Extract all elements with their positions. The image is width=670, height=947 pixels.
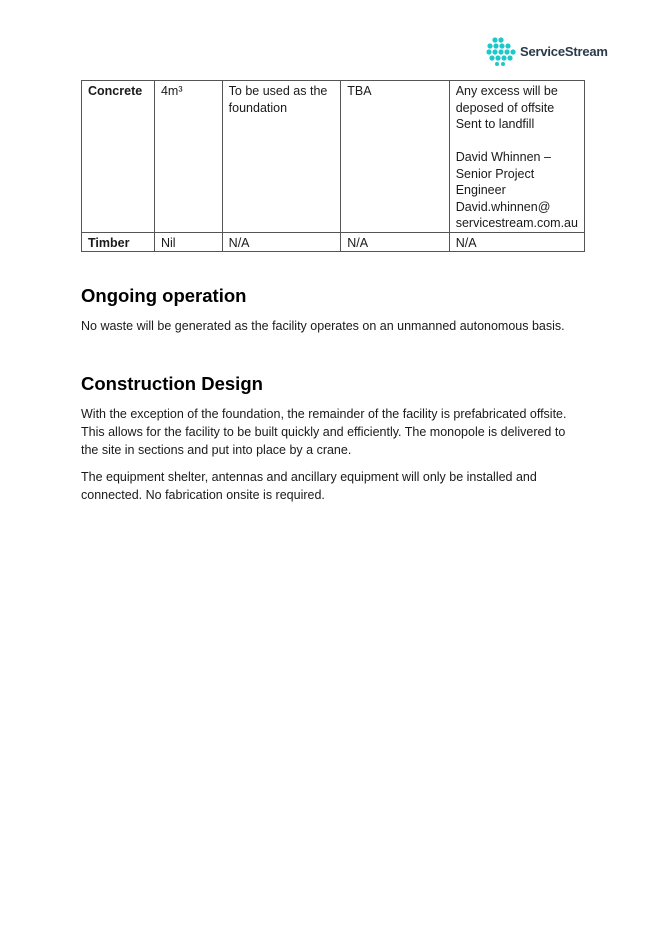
notes-line: Senior Project bbox=[455, 166, 535, 181]
servicestream-logo bbox=[486, 36, 608, 66]
quantity-value: 4m³ bbox=[160, 84, 183, 98]
destination-cell: N/A bbox=[341, 232, 449, 252]
notes-gap bbox=[456, 133, 578, 150]
notes-line: David Whinnen – bbox=[455, 150, 551, 164]
notes-line: Any excess will be bbox=[455, 84, 558, 98]
use-cell: To be used as the foundation bbox=[222, 81, 341, 233]
notes-line: Sent to landfill bbox=[455, 117, 535, 131]
quantity-cell: Nil bbox=[154, 232, 222, 252]
table-row bbox=[82, 232, 585, 252]
material-cell: Concrete bbox=[82, 81, 155, 233]
notes-line: servicestream.com.au bbox=[455, 216, 578, 230]
table-row bbox=[82, 81, 585, 233]
notes-cell bbox=[449, 81, 584, 233]
section-heading-ongoing-operation: Ongoing operation bbox=[81, 285, 247, 306]
construction-design-paragraph-1: With the exception of the foundation, the remainder of the facility is prefabricated offsite. This allows for the facility to be built quickly and efficiently. The monopole is delivered to the site in sections and put into place by a crane. bbox=[81, 407, 567, 457]
notes-line: deposed of offsite bbox=[455, 100, 555, 115]
material-cell: Timber bbox=[82, 232, 155, 252]
notes-line: Engineer bbox=[455, 183, 506, 197]
waste-table bbox=[81, 80, 585, 252]
notes-line: David.whinnen@ bbox=[455, 199, 551, 214]
section-heading-construction-design: Construction Design bbox=[81, 373, 263, 394]
servicestream-logo-icon bbox=[486, 36, 516, 66]
construction-design-paragraph-2: The equipment shelter, antennas and ancillary equipment will only be installed and connected. No fabrication onsite is required. bbox=[81, 470, 537, 502]
quantity-cell bbox=[154, 81, 222, 233]
use-cell: N/A bbox=[222, 232, 341, 252]
ongoing-operation-paragraph: No waste will be generated as the facility operates on an unmanned autonomous basis. bbox=[81, 319, 565, 333]
notes-cell: N/A bbox=[449, 232, 584, 252]
destination-cell: TBA bbox=[341, 81, 449, 233]
brand-name: ServiceStream bbox=[520, 43, 608, 59]
